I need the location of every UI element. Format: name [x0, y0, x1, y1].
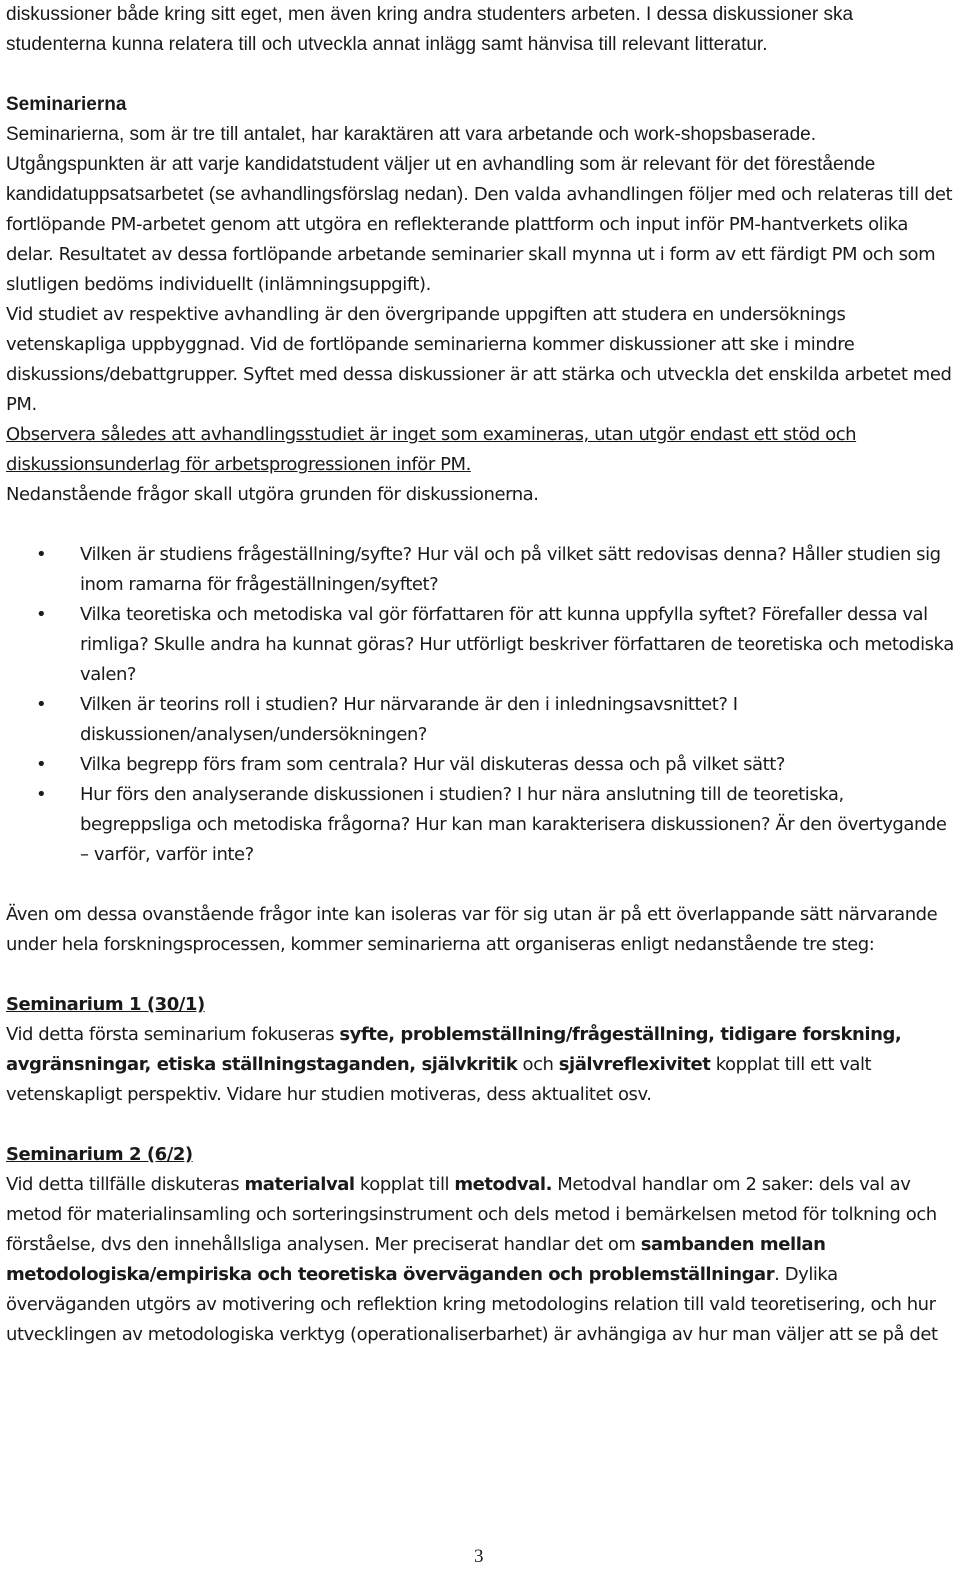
list-item — [6, 750, 956, 780]
list-item — [6, 690, 956, 750]
list-item — [6, 600, 956, 690]
section-heading-seminarium-2: Seminarium 2 (6/2) — [6, 1144, 193, 1165]
spacer — [6, 510, 956, 540]
section-heading-seminarierna: Seminarierna — [6, 94, 127, 115]
question-list — [6, 540, 956, 870]
paragraph-observera: Observera således att avhandlingsstudiet är inget som examineras, utan utgör endast ett stöd och diskussionsunderlag för arbetsprogressionen inför PM. — [6, 424, 857, 475]
text-run: Vid detta tillfälle diskuteras — [6, 1174, 245, 1195]
text-run: kopplat till ett valt vetenskapligt perspektiv. Vidare hur studien motiveras, dess aktualitet osv. — [6, 1054, 872, 1105]
list-item-text: Vilka begrepp förs fram som centrala? Hur väl diskuteras dessa och på vilket sätt? — [80, 754, 785, 775]
text-run: kopplat till — [354, 1174, 455, 1195]
bold-text-run: metodval. — [454, 1174, 552, 1195]
page-number: 3 — [474, 1546, 484, 1567]
spacer — [6, 60, 956, 90]
paragraph-seminarium-1 — [6, 1020, 956, 1110]
text-run: Vid detta första seminarium fokuseras — [6, 1024, 340, 1045]
paragraph-nedanstaende: Nedanstående frågor skall utgöra grunden för diskussionerna. — [6, 484, 539, 505]
bullet-icon: • — [36, 784, 47, 805]
bullet-icon: • — [36, 754, 47, 775]
bullet-icon: • — [36, 694, 47, 715]
spacer — [6, 960, 956, 990]
paragraph-overview: Även om dessa ovanstående frågor inte kan isoleras var för sig utan är på ett överlappande sätt närvarande under hela forskningsprocessen, kommer seminarierna att organiseras enligt nedanstående tre steg: — [6, 904, 938, 955]
intro-paragraph: diskussioner både kring sitt eget, men även kring andra studenters arbeten. I dessa diskussioner ska studenterna kunna relatera till och utveckla annat inlägg samt hänvisa till relevant litteratur. — [6, 4, 854, 55]
bold-text-run: självreflexivitet — [558, 1054, 711, 1075]
bold-text-run: materialval — [244, 1174, 355, 1195]
spacer — [6, 1110, 956, 1140]
bullet-icon: • — [36, 604, 47, 625]
text-run: och — [517, 1054, 559, 1075]
list-item-text: Hur förs den analyserande diskussionen i studien? I hur nära anslutning till de teoretiska, begreppsliga och metodiska frågorna? Hur kan man karakterisera diskussionen? Är den övertygande – varför, varför inte? — [80, 784, 947, 865]
bullet-icon: • — [36, 544, 47, 565]
bold-text-run: syfte, problemställning/frågeställning, tidigare forskning, avgränsningar, etiska ställningstaganden, självkritik — [6, 1024, 902, 1075]
paragraph-seminarierna-2: Vid studiet av respektive avhandling är den övergripande uppgiften att studera en undersöknings vetenskapliga uppbyggnad. Vid de fortlöpande seminarierna kommer diskussioner att ske i mindre diskussions/debattgrupper. Syftet med dessa diskussioner är att stärka och utveckla det enskilda arbetet med PM. — [6, 304, 952, 415]
text-run: . Dylika överväganden utgörs av motivering och reflektion kring metodologins relation till vald teoretisering, och hur utvecklingen av metodologiska verktyg (operationaliserbarhet) är avhängiga av hur man väljer att se på det — [6, 1264, 938, 1345]
list-item-text: Vilka teoretiska och metodiska val gör författaren för att kunna uppfylla syftet? Förefaller dessa val rimliga? Skulle andra ha kunnat göras? Hur utförligt beskriver författaren de teoretiska och metodiska valen? — [80, 604, 954, 685]
list-item-text: Vilken är studiens frågeställning/syfte? Hur väl och på vilket sätt redovisas denna? Håller studien sig inom ramarna för frågeställningen/syftet? — [80, 544, 941, 595]
document-page — [6, 0, 956, 1350]
bold-text-run: sambanden mellan metodologiska/empiriska och teoretiska överväganden och problemställningar — [6, 1234, 826, 1285]
text-run: Metodval handlar om 2 saker: dels val av metod för materialinsamling och sorteringsinstrument och dels metod i bemärkelsen metod för tolkning och förståelse, dvs den innehållsliga analysen. Mer preciserat handlar det om — [6, 1174, 937, 1255]
list-item — [6, 780, 956, 870]
paragraph-seminarierna-1-part-b: Den valda avhandlingen följer med och relateras till det fortlöpande PM-arbetet genom att utgöra en reflekterande plattform och input inför PM-hantverkets olika delar. Resultatet av dessa fortlöpande arbetande seminarier skall mynna ut i form av ett färdigt PM och som slutligen bedöms individuellt (inlämningsuppgift). — [6, 184, 953, 295]
spacer — [6, 870, 956, 900]
paragraph-seminarierna-1 — [6, 120, 956, 300]
paragraph-seminarierna-1-part-a: Seminarierna, som är tre till antalet, har karaktären att vara arbetande och work-shopsbaserade. Utgångspunkten är att varje kandidatstudent väljer ut en avhandling som är relevant för det förestående kandidatuppsatsarbetet (se avhandlingsförslag nedan). — [6, 124, 876, 205]
paragraph-seminarium-2 — [6, 1170, 956, 1350]
section-heading-seminarium-1: Seminarium 1 (30/1) — [6, 994, 205, 1015]
list-item — [6, 540, 956, 600]
list-item-text: Vilken är teorins roll i studien? Hur närvarande är den i inledningsavsnittet? I diskussionen/analysen/undersökningen? — [80, 694, 738, 745]
